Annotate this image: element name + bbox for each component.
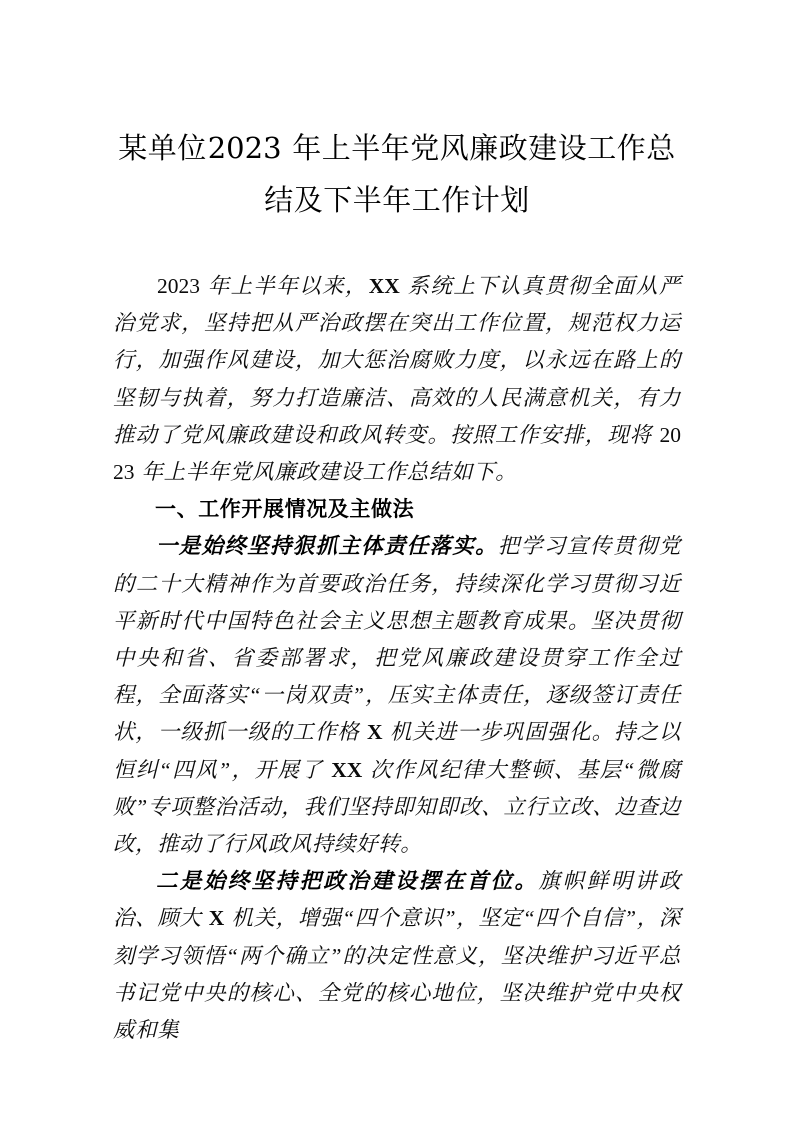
page-title-line-2: 结及下半年工作计划	[264, 183, 530, 217]
page-title-line-1: 某单位2023 年上半年党风廉政建设工作总	[118, 131, 676, 165]
section-heading-1: 一、工作开展情况及主做法	[155, 497, 415, 522]
item-2-placeholder-x: X	[208, 906, 225, 931]
paragraph-item-2: 二是始终坚持把政治建设摆在首位。旗帜鲜明讲政治、顾大 X 机关，增强“四个意识”，坚定“四个自信”，深刻学习领悟“两个确立”的决定性意义，坚决维护习近平总书记党中央的核心、全党的核心地位，坚决维护党中央权威和集	[113, 869, 681, 1043]
intro-year-start: 2023	[157, 274, 200, 298]
item-1-placeholder-x: X	[366, 720, 383, 745]
intro-year-end: 2023	[113, 422, 681, 485]
item-1-lead: 一是始终坚持狠抓主体责任落实。	[156, 534, 498, 559]
item-2-lead: 二是始终坚持把政治建设摆在首位。	[156, 869, 539, 894]
paragraph-item-1: 一是始终坚持狠抓主体责任落实。把学习宣传贯彻党的二十大精神作为首要政治任务，持续深化学习贯彻习近平新时代中国特色社会主义思想主题教育成果。坚决贯彻中央和省、省委部署求，把党风廉政建设贯穿工作全过程，全面落实“一岗双责”，压实主体责任，逐级签订责任状，一级抓一级的工作格 X 机关进一步巩固强化。持之以恒纠“四风”，开展了 XX 次作风纪律大整顿、基层“微腐败”专项整治活动，我们坚持即知即改、立行立改、边查边改，推动了行风政风持续好转。	[113, 534, 682, 857]
document-content	[113, 0, 681, 1049]
paragraph-intro: 2023 年上半年以来，XX 系统上下认真贯彻全面从严治党求，坚持把从严治政摆在突出工作位置，规范权力运行，加强作风建设，加大惩治腐败力度，以永远在路上的坚韧与执着，努力打造廉洁、高效的人民满意机关，有力推动了党风廉政建设和政风转变。按照工作安排，现将 2023 年上半年党风廉政建设工作总结如下。	[113, 274, 681, 485]
item-1-placeholder-xx: XX	[331, 757, 363, 782]
intro-org-placeholder: XX	[368, 274, 400, 298]
title-year: 2023	[207, 131, 282, 165]
page-title	[113, 0, 681, 226]
